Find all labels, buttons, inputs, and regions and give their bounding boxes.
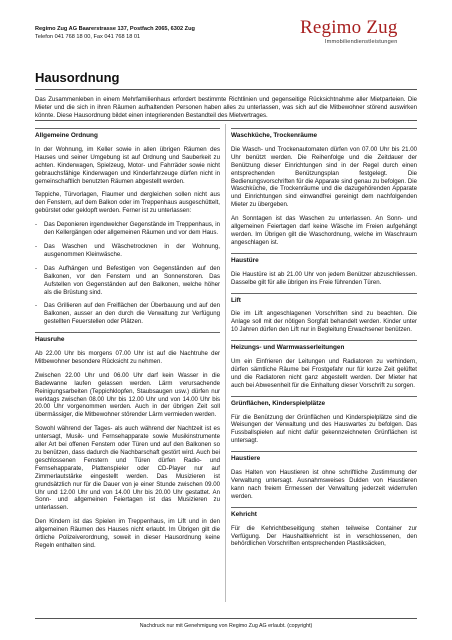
section-paragraph: Für die Benützung der Grünflächen und Kinderspielplätze sind die Weisungen der Verwaltung und des Hauswartes zu befolgen. Das Fussballspielen auf nicht dafür gekennzeichneten Grünflächen ist untersagt. bbox=[231, 413, 417, 445]
section-heading: Haustiere bbox=[231, 455, 261, 463]
company-address: Regimo Zug AG Baarerstrasse 137, Postfach 2065, 6302 Zug bbox=[35, 26, 195, 32]
section-paragraph: Zwischen 22.00 Uhr und 06.00 Uhr darf kein Wasser in die Badewanne laufen gelassen werden. Lärm verursachende Reinigungsarbeiten (Teppichklopfen, Staubsaugen usw.) dürfen nur werktags zwischen 08.00 Uhr bis 12.00 Uhr und von 14.00 Uhr bis 20.00 Uhr vorgenommen werden. Auch in der übrigen Zeit soll übermässiger, die Mitbewohner störender Lärm vermieden werden. bbox=[35, 371, 220, 419]
section-haustuere bbox=[231, 253, 417, 287]
list-item: - Das Grillieren auf den Freiflächen der Überbauung und auf den Balkonen, ausser an den durch die Verwaltung zur Verfügung gestellten Feuerstellen oder Plätzen. bbox=[35, 302, 220, 326]
section-paragraph: Das Halten von Haustieren ist ohne schriftliche Zustimmung der Verwaltung untersagt. Ausnahmsweises Dulden von Haustieren kann nach freiem Ermessen der Verwaltung jederzeit widerrufen werden. bbox=[231, 469, 417, 500]
prohibition-list bbox=[35, 221, 220, 326]
section-paragraph: Die im Lift angeschlagenen Vorschriften sind zu beachten. Die Anlage soll mit der nötigen Sorgfalt behandelt werden. Kinder unter 10 Jahren dürfen den Lift nur in Begleitung Erwachsener benützen. bbox=[231, 310, 417, 334]
section-waschkueche bbox=[231, 128, 417, 247]
section-haustiere bbox=[231, 451, 417, 501]
list-item: - Das Deponieren irgendwelcher Gegenstände im Treppenhaus, in den Kellergängen oder allgemeinen Räumen und vor dem Haus. bbox=[35, 221, 220, 237]
column-separator bbox=[225, 124, 226, 602]
company-header bbox=[35, 25, 195, 41]
intro-divider bbox=[35, 120, 417, 121]
title-divider bbox=[35, 89, 417, 90]
logo-text: Regimo Zug bbox=[300, 17, 398, 38]
section-paragraph: Teppiche, Türvorlagen, Flaumer und dergleichen sollen nicht aus den Fenstern, auf dem Balkon oder im Treppenhaus ausgeschüttelt, gebürstet oder geklopft werden. Ferner ist zu unterlassen: bbox=[35, 191, 220, 215]
list-item: - Das Aufhängen und Befestigen von Gegenständen auf den Balkonen, vor den Fenstern und an Sonnenstoren. Das Aufstellen von Gegenständen auf den Balkonen, welche höher als die Brüstung sind. bbox=[35, 264, 220, 296]
section-paragraph: Sowohl während der Tages- als auch während der Nachtzeit ist es untersagt, Musik- und Fernsehapparate sowie Musikinstrumente aller Art bei offenen Fenstern oder Türen und auf den Balkonen so zu benützen, dass dadurch die Nachbarschaft gestört wird. Auch bei geschlossenen Fenstern und Türen dürfen Radio- und Fernsehapparate, Plattenspieler oder CD-Player nur auf Zimmerlautstärke eingestellt werden. Das Musizieren ist grundsätzlich nur für die Dauer von je einer Stunde zwischen 09.00 Uhr und 12.00 Uhr und von 14.00 Uhr bis 20.00 Uhr gestattet. An Sonn- und allgemeinen Feiertagen ist das Musizieren zu unterlassen. bbox=[35, 425, 220, 512]
section-paragraph: Die Wasch- und Trockenautomaten dürfen von 07.00 Uhr bis 21.00 Uhr benützt werden. Die Reihenfolge und die Zeitdauer der Benützung dieser Einrichtungen sind in der Regel durch einen entsprechenden Benützungsplan festgelegt. Die Bedienungsvorschriften für die Apparate sind genau zu befolgen. Die Waschküche, die Trockenräume und die dazugehörenden Apparate und Einrichtungen sind einwandfrei gereinigt dem nachfolgenden Mieter zu übergeben. bbox=[231, 145, 417, 209]
section-heading: Heizungs- und Warmwasserleitungen bbox=[231, 344, 345, 352]
section-kehricht bbox=[231, 507, 417, 549]
right-column bbox=[231, 128, 417, 554]
section-lift bbox=[231, 293, 417, 335]
list-item: - Das Waschen und Wäschetrocknen in der Wohnung, ausgenommen Kleinwäsche. bbox=[35, 242, 220, 258]
section-heading: Haustüre bbox=[231, 256, 259, 264]
section-heizung bbox=[231, 340, 417, 390]
left-column bbox=[35, 128, 220, 556]
copyright-footer: Nachdruck nur mit Genehmigung von Regimo Zug AG erlaubt. (copyright) bbox=[35, 618, 417, 629]
section-heading: Lift bbox=[231, 296, 241, 304]
section-paragraph: Den Kindern ist das Spielen im Treppenhaus, im Lift und in den allgemeinen Räumen des Hauses nicht erlaubt. Im Übrigen gilt die örtliche Polizeiverordnung, soweit in dieser Hausordnung keine Regeln enthalten sind. bbox=[35, 518, 220, 549]
intro-paragraph: Das Zusammenleben in einem Mehrfamilienhaus erfordert bestimmte Richtlinien und gegenseitige Rücksichtnahme aller Mietparteien. Die Mieter und die sich in ihren Räumen aufhaltenden Personen haben alles zu unterlassen, was sich auf die Mitbewohner störend auswirken könnte. Diese Hausordnung bildet einen integrierenden Bestandteil des Mietvertrages. bbox=[35, 96, 417, 119]
section-paragraph: Ab 22.00 Uhr bis morgens 07.00 Uhr ist auf die Nachtruhe der Mitbewohner besondere Rücksicht zu nehmen. bbox=[35, 350, 220, 365]
section-paragraph: Die Haustüre ist ab 21.00 Uhr von jedem Benützer abzuschliessen. Dasselbe gilt für alle übrigen ins Freie führenden Türen. bbox=[231, 270, 417, 286]
section-paragraph: Für die Kehrichtbeseitigung stehen teilweise Container zur Verfügung. Der Haushaltkehricht ist in verschlossenen, den behördlichen Vorschriften entsprechenden Plastiksäcken, bbox=[231, 524, 417, 548]
section-hausruhe bbox=[35, 332, 220, 550]
section-paragraph: An Sonntagen ist das Waschen zu unterlassen. An Sonn- und allgemeinen Feiertagen darf keine Wäsche im Freien aufgehängt werden. Im Übrigen gilt die Waschordnung, welche im Waschraum angeschlagen ist. bbox=[231, 215, 417, 246]
section-heading: Allgemeine Ordnung bbox=[35, 132, 98, 139]
section-heading: Waschküche, Trockenräume bbox=[231, 132, 318, 139]
section-heading: Grünflächen, Kinderspielplätze bbox=[231, 399, 326, 407]
logo-subtitle: Immobiliendienstleistungen bbox=[324, 39, 398, 45]
company-logo bbox=[300, 17, 398, 45]
section-paragraph: Um ein Einfrieren der Leitungen und Radiatoren zu verhindern, dürfen sämtliche Räume bei Frostgefahr nur für kurze Zeit gelüftet und die Radiatoren nicht ganz abgestellt werden. Der Mieter hat auch bei Abwesenheit für die Einhaltung dieser Vorschrift zu sorgen. bbox=[231, 358, 417, 389]
document-title: Hausordnung bbox=[35, 70, 120, 85]
section-gruenflaechen bbox=[231, 396, 417, 446]
section-paragraph: In der Wohnung, im Keller sowie in allen übrigen Räumen des Hauses und seiner Umgebung ist auf Ordnung und Sauberkeit zu achten. Kinderwagen, Spielzeug, Motor- und Fahrräder sowie nicht gebrauchsfähige Kinderwagen und Kinderfahrzeuge dürfen nicht in gemeinschaftlich benutzten Räumen abgestellt werden. bbox=[35, 145, 220, 185]
section-heading: Kehricht bbox=[231, 510, 257, 518]
company-contact: Telefon 041 768 18 00, Fax 041 768 18 01 bbox=[35, 34, 141, 40]
section-allgemeine-ordnung bbox=[35, 128, 220, 326]
section-heading: Hausruhe bbox=[35, 336, 65, 344]
